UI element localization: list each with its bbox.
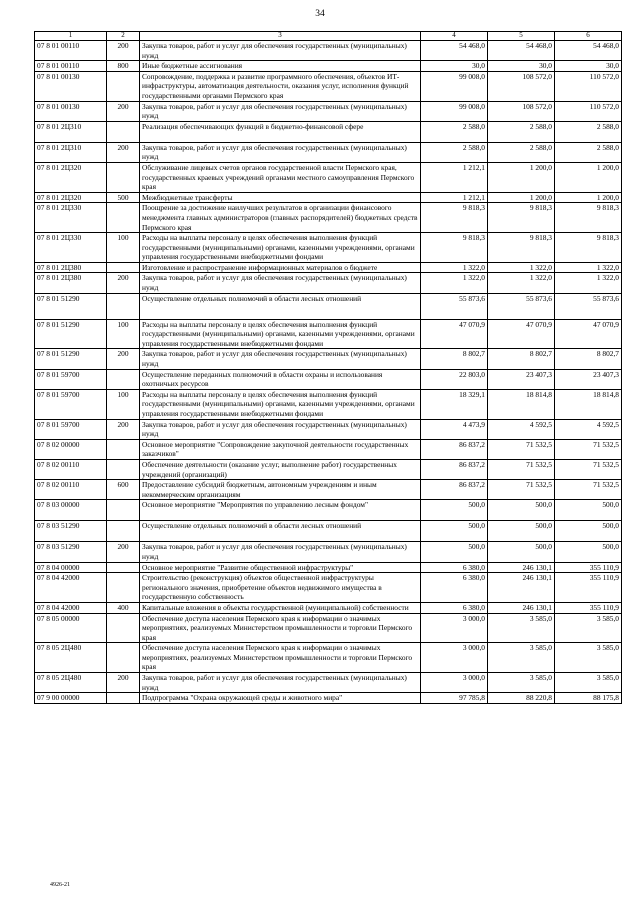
row-value-3: 55 873,6 xyxy=(555,293,622,319)
row-value-2: 246 130,1 xyxy=(488,602,555,613)
row-name: Закупка товаров, работ и услуг для обеспечения государственных (муниципальных) нужд xyxy=(140,673,421,693)
row-kvr: 400 xyxy=(107,602,140,613)
row-value-2: 246 130,1 xyxy=(488,573,555,603)
row-value-2: 1 322,0 xyxy=(488,273,555,293)
row-value-2: 108 572,0 xyxy=(488,101,555,121)
header-value-2: 5 xyxy=(488,32,555,41)
row-value-2: 1 200,0 xyxy=(488,192,555,203)
row-kvr: 100 xyxy=(107,319,140,349)
row-value-2: 3 585,0 xyxy=(488,613,555,643)
row-value-3: 18 814,8 xyxy=(555,389,622,419)
table-row xyxy=(35,643,622,673)
table-body xyxy=(35,41,622,704)
row-name: Основное мероприятие "Мероприятия по управлению лесным фондом" xyxy=(140,500,421,521)
row-value-3: 9 818,3 xyxy=(555,203,622,233)
row-code: 07 8 02 00110 xyxy=(35,459,107,479)
row-value-3: 71 532,5 xyxy=(555,459,622,479)
row-kvr xyxy=(107,459,140,479)
table-row xyxy=(35,369,622,389)
row-name: Закупка товаров, работ и услуг для обеспечения государственных (муниципальных) нужд xyxy=(140,142,421,162)
row-value-1: 3 000,0 xyxy=(421,673,488,693)
row-code: 07 8 03 51290 xyxy=(35,521,107,542)
row-value-2: 54 468,0 xyxy=(488,41,555,61)
table-row xyxy=(35,602,622,613)
row-code: 07 8 04 00000 xyxy=(35,562,107,573)
row-code: 07 8 05 00000 xyxy=(35,613,107,643)
row-value-3: 355 110,9 xyxy=(555,573,622,603)
row-value-1: 2 588,0 xyxy=(421,142,488,162)
row-value-2: 23 407,3 xyxy=(488,369,555,389)
row-value-1: 3 000,0 xyxy=(421,643,488,673)
row-code: 07 8 01 2Ц320 xyxy=(35,162,107,192)
row-kvr: 200 xyxy=(107,419,140,439)
table-row xyxy=(35,162,622,192)
row-value-2: 4 592,5 xyxy=(488,419,555,439)
row-value-2: 1 200,0 xyxy=(488,162,555,192)
row-code: 07 8 05 2Ц480 xyxy=(35,673,107,693)
row-value-1: 6 380,0 xyxy=(421,562,488,573)
row-name: Осуществление отдельных полномочий в области лесных отношений xyxy=(140,521,421,542)
row-code: 07 8 03 00000 xyxy=(35,500,107,521)
row-value-2: 55 873,6 xyxy=(488,293,555,319)
row-value-3: 23 407,3 xyxy=(555,369,622,389)
row-code: 07 8 02 00000 xyxy=(35,439,107,459)
row-value-3: 9 818,3 xyxy=(555,233,622,263)
row-value-3: 500,0 xyxy=(555,521,622,542)
row-value-3: 2 588,0 xyxy=(555,142,622,162)
row-kvr: 800 xyxy=(107,61,140,72)
row-kvr: 200 xyxy=(107,673,140,693)
table-row xyxy=(35,349,622,369)
row-kvr xyxy=(107,162,140,192)
row-value-1: 97 785,8 xyxy=(421,693,488,704)
table-row xyxy=(35,521,622,542)
row-value-1: 6 380,0 xyxy=(421,573,488,603)
table-row xyxy=(35,101,622,121)
table-row xyxy=(35,203,622,233)
row-name: Расходы на выплаты персоналу в целях обеспечения выполнения функций государственными (муниципальными) органами, казенными учреждениями, органами управления государственными внебюджетными фондами xyxy=(140,233,421,263)
row-kvr xyxy=(107,521,140,542)
row-kvr: 100 xyxy=(107,233,140,263)
row-value-2: 71 532,5 xyxy=(488,480,555,500)
table-row xyxy=(35,480,622,500)
header-code: 1 xyxy=(35,32,107,41)
row-value-1: 86 837,2 xyxy=(421,439,488,459)
row-name: Закупка товаров, работ и услуг для обеспечения государственных (муниципальных) нужд xyxy=(140,101,421,121)
row-code: 07 8 01 2Ц310 xyxy=(35,121,107,142)
row-value-3: 8 802,7 xyxy=(555,349,622,369)
row-name: Закупка товаров, работ и услуг для обеспечения государственных (муниципальных) нужд xyxy=(140,273,421,293)
row-value-3: 3 585,0 xyxy=(555,673,622,693)
row-name: Обеспечение доступа населения Пермского края к информации о значимых мероприятиях, реализуемых Министерством промышленности и торговли Пермского края xyxy=(140,613,421,643)
row-name: Осуществление переданных полномочий в области охраны и использования охотничьих ресурсов xyxy=(140,369,421,389)
row-kvr xyxy=(107,439,140,459)
page-number: 34 xyxy=(315,9,325,19)
row-value-3: 1 200,0 xyxy=(555,162,622,192)
row-name: Обеспечение доступа населения Пермского края к информации о значимых мероприятиях, реализуемых Министерством промышленности и торговли Пермского края xyxy=(140,643,421,673)
row-value-1: 2 588,0 xyxy=(421,121,488,142)
row-value-3: 71 532,5 xyxy=(555,439,622,459)
row-code: 07 9 00 00000 xyxy=(35,693,107,704)
row-kvr xyxy=(107,262,140,273)
row-value-3: 47 070,9 xyxy=(555,319,622,349)
table-row xyxy=(35,542,622,562)
row-value-1: 30,0 xyxy=(421,61,488,72)
row-value-1: 47 070,9 xyxy=(421,319,488,349)
row-value-3: 355 110,9 xyxy=(555,562,622,573)
row-kvr xyxy=(107,71,140,101)
row-value-1: 86 837,2 xyxy=(421,459,488,479)
row-value-2: 3 585,0 xyxy=(488,643,555,673)
budget-table xyxy=(34,31,622,704)
row-code: 07 8 01 51290 xyxy=(35,319,107,349)
table-row xyxy=(35,500,622,521)
row-code: 07 8 01 2Ц330 xyxy=(35,233,107,263)
row-value-1: 8 802,7 xyxy=(421,349,488,369)
row-name: Закупка товаров, работ и услуг для обеспечения государственных (муниципальных) нужд xyxy=(140,419,421,439)
row-value-1: 500,0 xyxy=(421,521,488,542)
row-kvr: 100 xyxy=(107,389,140,419)
row-name: Основное мероприятие "Сопровождение закупочной деятельности государственных заказчиков" xyxy=(140,439,421,459)
row-value-1: 99 008,0 xyxy=(421,101,488,121)
row-value-3: 355 110,9 xyxy=(555,602,622,613)
table-row xyxy=(35,693,622,704)
row-value-2: 246 130,1 xyxy=(488,562,555,573)
row-code: 07 8 01 51290 xyxy=(35,349,107,369)
row-value-2: 9 818,3 xyxy=(488,203,555,233)
row-name: Основное мероприятие "Развитие общественной инфраструктуры" xyxy=(140,562,421,573)
table-row xyxy=(35,419,622,439)
row-value-2: 88 220,8 xyxy=(488,693,555,704)
row-value-1: 500,0 xyxy=(421,542,488,562)
row-code: 07 8 01 2Ц380 xyxy=(35,262,107,273)
row-value-3: 1 322,0 xyxy=(555,262,622,273)
row-code: 07 8 05 2Ц480 xyxy=(35,643,107,673)
row-name: Поощрение за достижение наилучших результатов в организации финансового менеджмента главных администраторов (главных распорядителей) бюджетных средств Пермского края xyxy=(140,203,421,233)
row-value-2: 47 070,9 xyxy=(488,319,555,349)
row-kvr xyxy=(107,121,140,142)
row-value-3: 3 585,0 xyxy=(555,613,622,643)
table-row xyxy=(35,273,622,293)
row-value-3: 71 532,5 xyxy=(555,480,622,500)
row-kvr xyxy=(107,643,140,673)
row-value-3: 110 572,0 xyxy=(555,101,622,121)
table-row xyxy=(35,562,622,573)
row-value-1: 3 000,0 xyxy=(421,613,488,643)
row-name: Подпрограмма "Охрана окружающей среды и животного мира" xyxy=(140,693,421,704)
footer-code: 4926-21 xyxy=(50,882,70,888)
row-value-3: 1 322,0 xyxy=(555,273,622,293)
table-row xyxy=(35,389,622,419)
row-code: 07 8 01 2Ц330 xyxy=(35,203,107,233)
row-kvr: 600 xyxy=(107,480,140,500)
row-name: Капитальные вложения в объекты государственной (муниципальной) собственности xyxy=(140,602,421,613)
row-name: Межбюджетные трансферты xyxy=(140,192,421,203)
row-code: 07 8 01 00110 xyxy=(35,41,107,61)
table-row xyxy=(35,459,622,479)
table-row xyxy=(35,121,622,142)
row-code: 07 8 01 00110 xyxy=(35,61,107,72)
row-name: Обслуживание лицевых счетов органов государственной власти Пермского края, государственных краевых учреждений органами местного самоуправления Пермского края xyxy=(140,162,421,192)
row-code: 07 8 04 42000 xyxy=(35,573,107,603)
row-kvr: 500 xyxy=(107,192,140,203)
row-code: 07 8 04 42000 xyxy=(35,602,107,613)
row-kvr: 200 xyxy=(107,142,140,162)
row-name: Изготовление и распространение информационных материалов о бюджете xyxy=(140,262,421,273)
header-kvr: 2 xyxy=(107,32,140,41)
row-value-2: 2 588,0 xyxy=(488,121,555,142)
table-row xyxy=(35,41,622,61)
row-kvr: 200 xyxy=(107,41,140,61)
row-value-3: 3 585,0 xyxy=(555,643,622,673)
row-value-2: 71 532,5 xyxy=(488,439,555,459)
row-kvr xyxy=(107,203,140,233)
row-name: Расходы на выплаты персоналу в целях обеспечения выполнения функций государственными (муниципальными) органами, казенными учреждениями, органами управления государственными внебюджетными фондами xyxy=(140,389,421,419)
table-row xyxy=(35,293,622,319)
row-value-2: 500,0 xyxy=(488,542,555,562)
table-row xyxy=(35,233,622,263)
row-value-3: 1 200,0 xyxy=(555,192,622,203)
row-name: Иные бюджетные ассигнования xyxy=(140,61,421,72)
header-name: 3 xyxy=(140,32,421,41)
row-value-2: 71 532,5 xyxy=(488,459,555,479)
row-kvr xyxy=(107,293,140,319)
row-value-2: 1 322,0 xyxy=(488,262,555,273)
table-row xyxy=(35,319,622,349)
row-code: 07 8 01 00130 xyxy=(35,71,107,101)
row-name: Реализация обеспечивающих функций в бюджетно-финансовой сфере xyxy=(140,121,421,142)
row-value-1: 500,0 xyxy=(421,500,488,521)
row-name: Расходы на выплаты персоналу в целях обеспечения выполнения функций государственными (муниципальными) органами, казенными учреждениями, органами управления государственными внебюджетными фондами xyxy=(140,319,421,349)
row-code: 07 8 01 59700 xyxy=(35,369,107,389)
row-value-1: 1 212,1 xyxy=(421,192,488,203)
row-value-2: 3 585,0 xyxy=(488,673,555,693)
row-value-3: 88 175,8 xyxy=(555,693,622,704)
row-kvr: 200 xyxy=(107,101,140,121)
row-value-2: 500,0 xyxy=(488,521,555,542)
row-value-1: 1 322,0 xyxy=(421,273,488,293)
row-kvr xyxy=(107,562,140,573)
row-value-3: 54 468,0 xyxy=(555,41,622,61)
table-row xyxy=(35,61,622,72)
row-kvr xyxy=(107,573,140,603)
row-code: 07 8 03 51290 xyxy=(35,542,107,562)
row-value-1: 6 380,0 xyxy=(421,602,488,613)
table-row xyxy=(35,673,622,693)
row-code: 07 8 02 00110 xyxy=(35,480,107,500)
row-code: 07 8 01 2Ц380 xyxy=(35,273,107,293)
row-value-3: 30,0 xyxy=(555,61,622,72)
row-value-3: 4 592,5 xyxy=(555,419,622,439)
table-row xyxy=(35,439,622,459)
header-row xyxy=(35,32,622,41)
row-value-1: 99 008,0 xyxy=(421,71,488,101)
row-value-1: 22 803,0 xyxy=(421,369,488,389)
row-kvr xyxy=(107,613,140,643)
row-code: 07 8 01 00130 xyxy=(35,101,107,121)
row-value-3: 500,0 xyxy=(555,500,622,521)
row-value-1: 1 212,1 xyxy=(421,162,488,192)
row-value-2: 18 814,8 xyxy=(488,389,555,419)
table-row xyxy=(35,262,622,273)
table-row xyxy=(35,142,622,162)
row-kvr xyxy=(107,369,140,389)
table-row xyxy=(35,71,622,101)
row-value-1: 54 468,0 xyxy=(421,41,488,61)
row-name: Сопровождение, поддержка и развитие программного обеспечения, объектов ИТ-инфраструктуры, автоматизация деятельности, оказания услуг, исполнения функций государственными органами Пермского края xyxy=(140,71,421,101)
row-name: Закупка товаров, работ и услуг для обеспечения государственных (муниципальных) нужд xyxy=(140,349,421,369)
table-row xyxy=(35,613,622,643)
row-code: 07 8 01 59700 xyxy=(35,389,107,419)
header-value-3: 6 xyxy=(555,32,622,41)
row-code: 07 8 01 59700 xyxy=(35,419,107,439)
row-value-1: 9 818,3 xyxy=(421,233,488,263)
row-name: Строительство (реконструкция) объектов общественной инфраструктуры регионального значения, приобретение объектов недвижимого имущества в государственную собственность xyxy=(140,573,421,603)
row-code: 07 8 01 2Ц320 xyxy=(35,192,107,203)
row-kvr: 200 xyxy=(107,273,140,293)
row-name: Закупка товаров, работ и услуг для обеспечения государственных (муниципальных) нужд xyxy=(140,41,421,61)
row-kvr: 200 xyxy=(107,349,140,369)
row-value-1: 18 329,1 xyxy=(421,389,488,419)
row-value-3: 110 572,0 xyxy=(555,71,622,101)
row-value-2: 8 802,7 xyxy=(488,349,555,369)
row-value-3: 2 588,0 xyxy=(555,121,622,142)
row-kvr xyxy=(107,693,140,704)
row-name: Предоставление субсидий бюджетным, автономным учреждениям и иным некоммерческим организациям xyxy=(140,480,421,500)
row-name: Осуществление отдельных полномочий в области лесных отношений xyxy=(140,293,421,319)
row-kvr xyxy=(107,500,140,521)
row-code: 07 8 01 2Ц310 xyxy=(35,142,107,162)
row-code: 07 8 01 51290 xyxy=(35,293,107,319)
row-value-2: 30,0 xyxy=(488,61,555,72)
row-value-1: 9 818,3 xyxy=(421,203,488,233)
row-name: Закупка товаров, работ и услуг для обеспечения государственных (муниципальных) нужд xyxy=(140,542,421,562)
row-value-1: 55 873,6 xyxy=(421,293,488,319)
row-value-2: 2 588,0 xyxy=(488,142,555,162)
row-value-1: 4 473,9 xyxy=(421,419,488,439)
table-row xyxy=(35,192,622,203)
row-value-2: 500,0 xyxy=(488,500,555,521)
row-value-1: 86 837,2 xyxy=(421,480,488,500)
header-value-1: 4 xyxy=(421,32,488,41)
row-value-1: 1 322,0 xyxy=(421,262,488,273)
row-name: Обеспечение деятельности (оказание услуг, выполнение работ) государственных учреждений (организаций) xyxy=(140,459,421,479)
row-value-3: 500,0 xyxy=(555,542,622,562)
row-value-2: 108 572,0 xyxy=(488,71,555,101)
table-row xyxy=(35,573,622,603)
row-kvr: 200 xyxy=(107,542,140,562)
row-value-2: 9 818,3 xyxy=(488,233,555,263)
